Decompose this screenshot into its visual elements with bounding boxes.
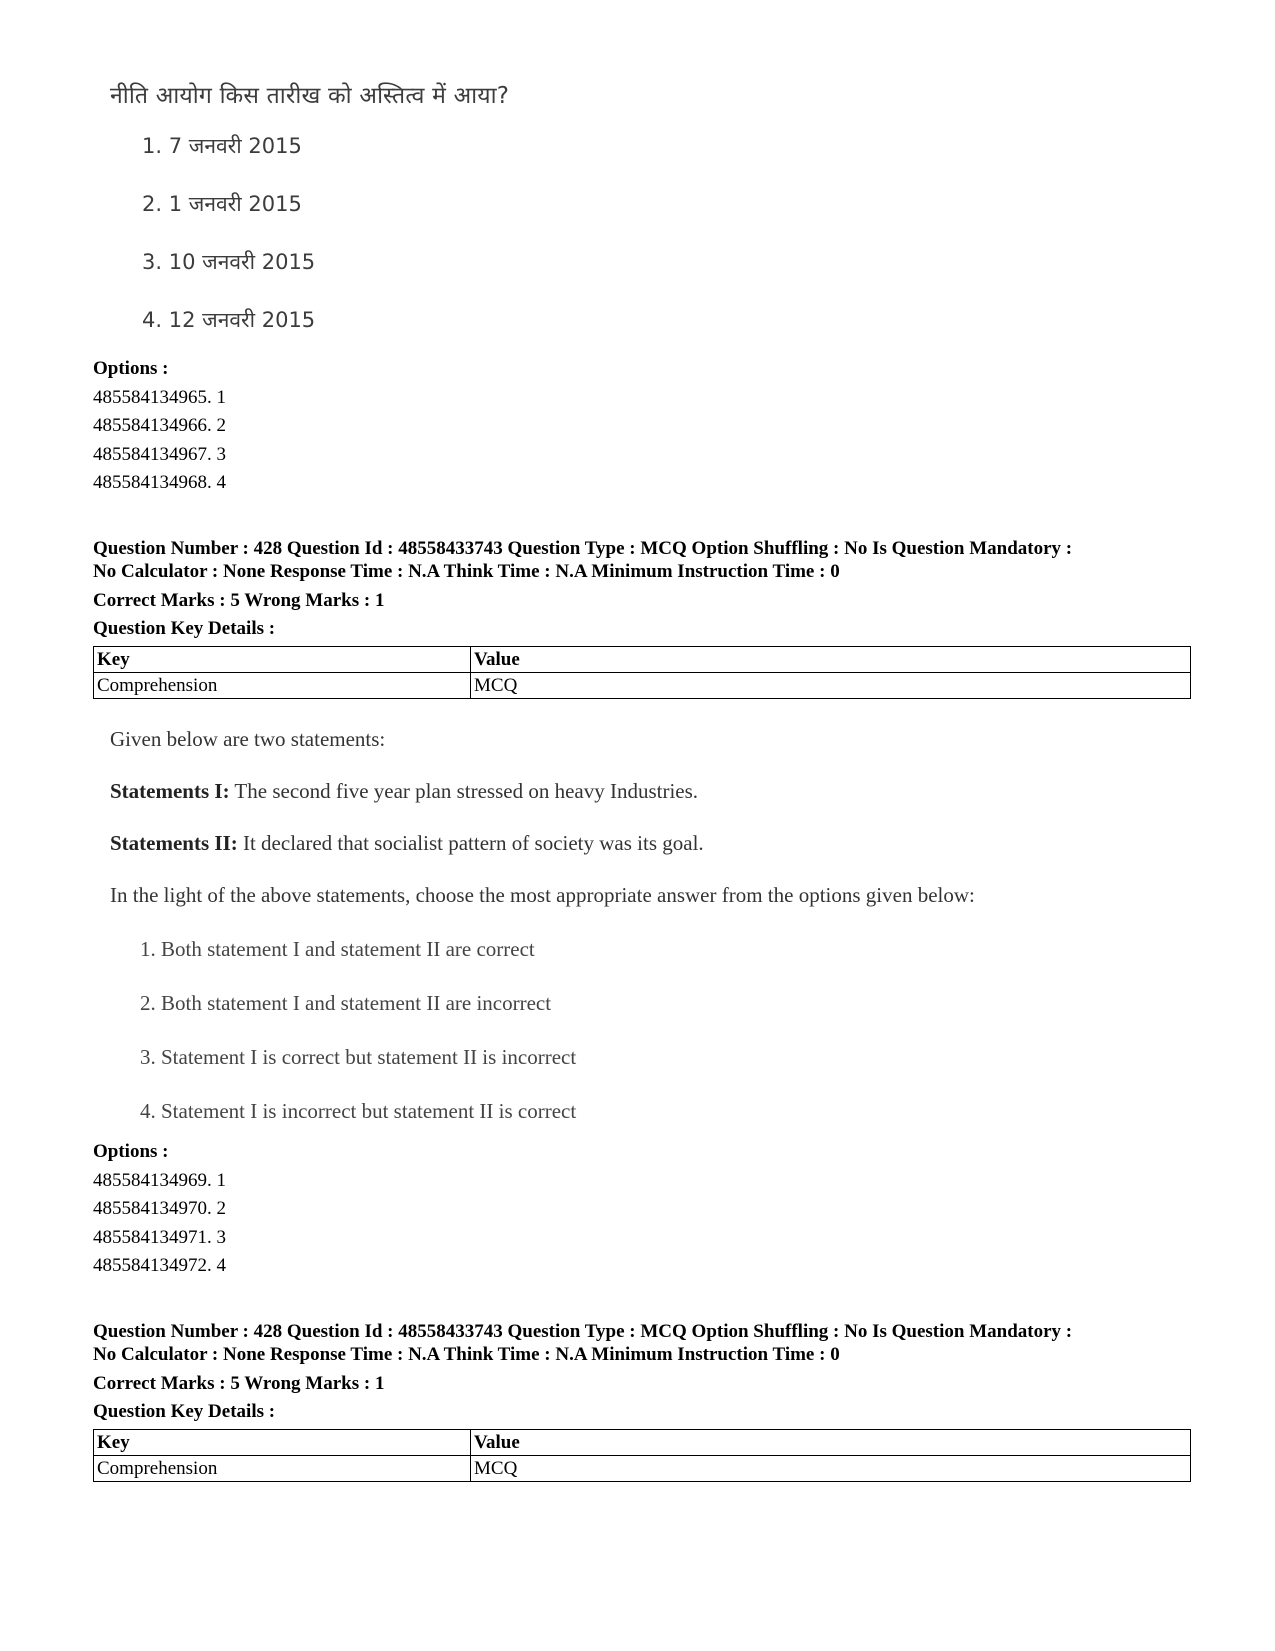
key-cell: Comprehension [94,673,471,699]
table-row [94,1456,1191,1482]
option-item: 485584134965. 1 [93,386,226,408]
meta-line-2: No Calculator : None Response Time : N.A Think Time : N.A Minimum Instruction Time : 0 [93,1344,840,1365]
value-cell: MCQ [471,673,1191,699]
marks-line: Correct Marks : 5 Wrong Marks : 1 [93,1373,385,1394]
table-row [94,673,1191,699]
table-header-row [94,1430,1191,1456]
options-list [93,355,226,498]
key-details-table [93,646,1191,699]
question-choice: 2. Both statement I and statement II are incorrect [140,991,552,1015]
question-choice: 3. Statement I is correct but statement II is incorrect [140,1045,577,1069]
question-choice: 4. Statement I is incorrect but statement II is correct [140,1099,577,1123]
option-item: 485584134968. 4 [93,472,226,493]
options-list [93,1138,226,1281]
statement-2-label: Statements II: [110,831,238,855]
question-stem: नीति आयोग किस तारीख को अस्तित्व में आया? [110,83,510,109]
options-heading: Options : [93,358,169,379]
statement-1-text: The second five year plan stressed on heavy Industries. [229,779,699,803]
question-choice: 1. Both statement I and statement II are correct [140,937,535,961]
meta-line-1: Question Number : 428 Question Id : 48558433743 Question Type : MCQ Option Shuffling : No Is Question Mandatory : [93,538,1073,559]
value-header-cell: Value [471,647,1191,673]
statement-1 [110,779,1130,831]
option-item: 485584134967. 3 [93,443,226,465]
statement-1-label: Statements I: [110,779,230,803]
option-item: 485584134972. 4 [93,1255,226,1276]
question-meta [93,537,1193,645]
question-choice: 4. 12 जनवरी 2015 [142,308,316,332]
key-header-cell: Key [94,1430,471,1456]
question-choice: 1. 7 जनवरी 2015 [142,134,302,158]
option-item: 485584134970. 2 [93,1198,226,1219]
question-image-hindi [110,78,509,366]
question-choice: 2. 1 जनवरी 2015 [142,192,302,216]
marks-line: Correct Marks : 5 Wrong Marks : 1 [93,590,385,611]
meta-line-2: No Calculator : None Response Time : N.A Think Time : N.A Minimum Instruction Time : 0 [93,561,840,582]
value-cell: MCQ [471,1456,1191,1482]
key-details-table [93,1429,1191,1482]
option-item: 485584134966. 2 [93,415,226,436]
question-meta [93,1320,1193,1428]
value-header-cell: Value [471,1430,1191,1456]
key-details-heading: Question Key Details : [93,1401,276,1422]
option-item: 485584134971. 3 [93,1226,226,1248]
question-lead: In the light of the above statements, choose the most appropriate answer from the options given below: [110,883,975,907]
options-heading: Options : [93,1141,169,1162]
statement-2 [110,831,1130,883]
question-intro: Given below are two statements: [110,727,386,751]
table-header-row [94,647,1191,673]
question-choice: 3. 10 जनवरी 2015 [142,250,316,274]
key-header-cell: Key [94,647,471,673]
meta-line-1: Question Number : 428 Question Id : 48558433743 Question Type : MCQ Option Shuffling : No Is Question Mandatory : [93,1321,1073,1342]
question-image-english [110,727,1130,1153]
key-details-heading: Question Key Details : [93,618,276,639]
statement-2-text: It declared that socialist pattern of society was its goal. [237,831,704,855]
key-cell: Comprehension [94,1456,471,1482]
option-item: 485584134969. 1 [93,1169,226,1191]
